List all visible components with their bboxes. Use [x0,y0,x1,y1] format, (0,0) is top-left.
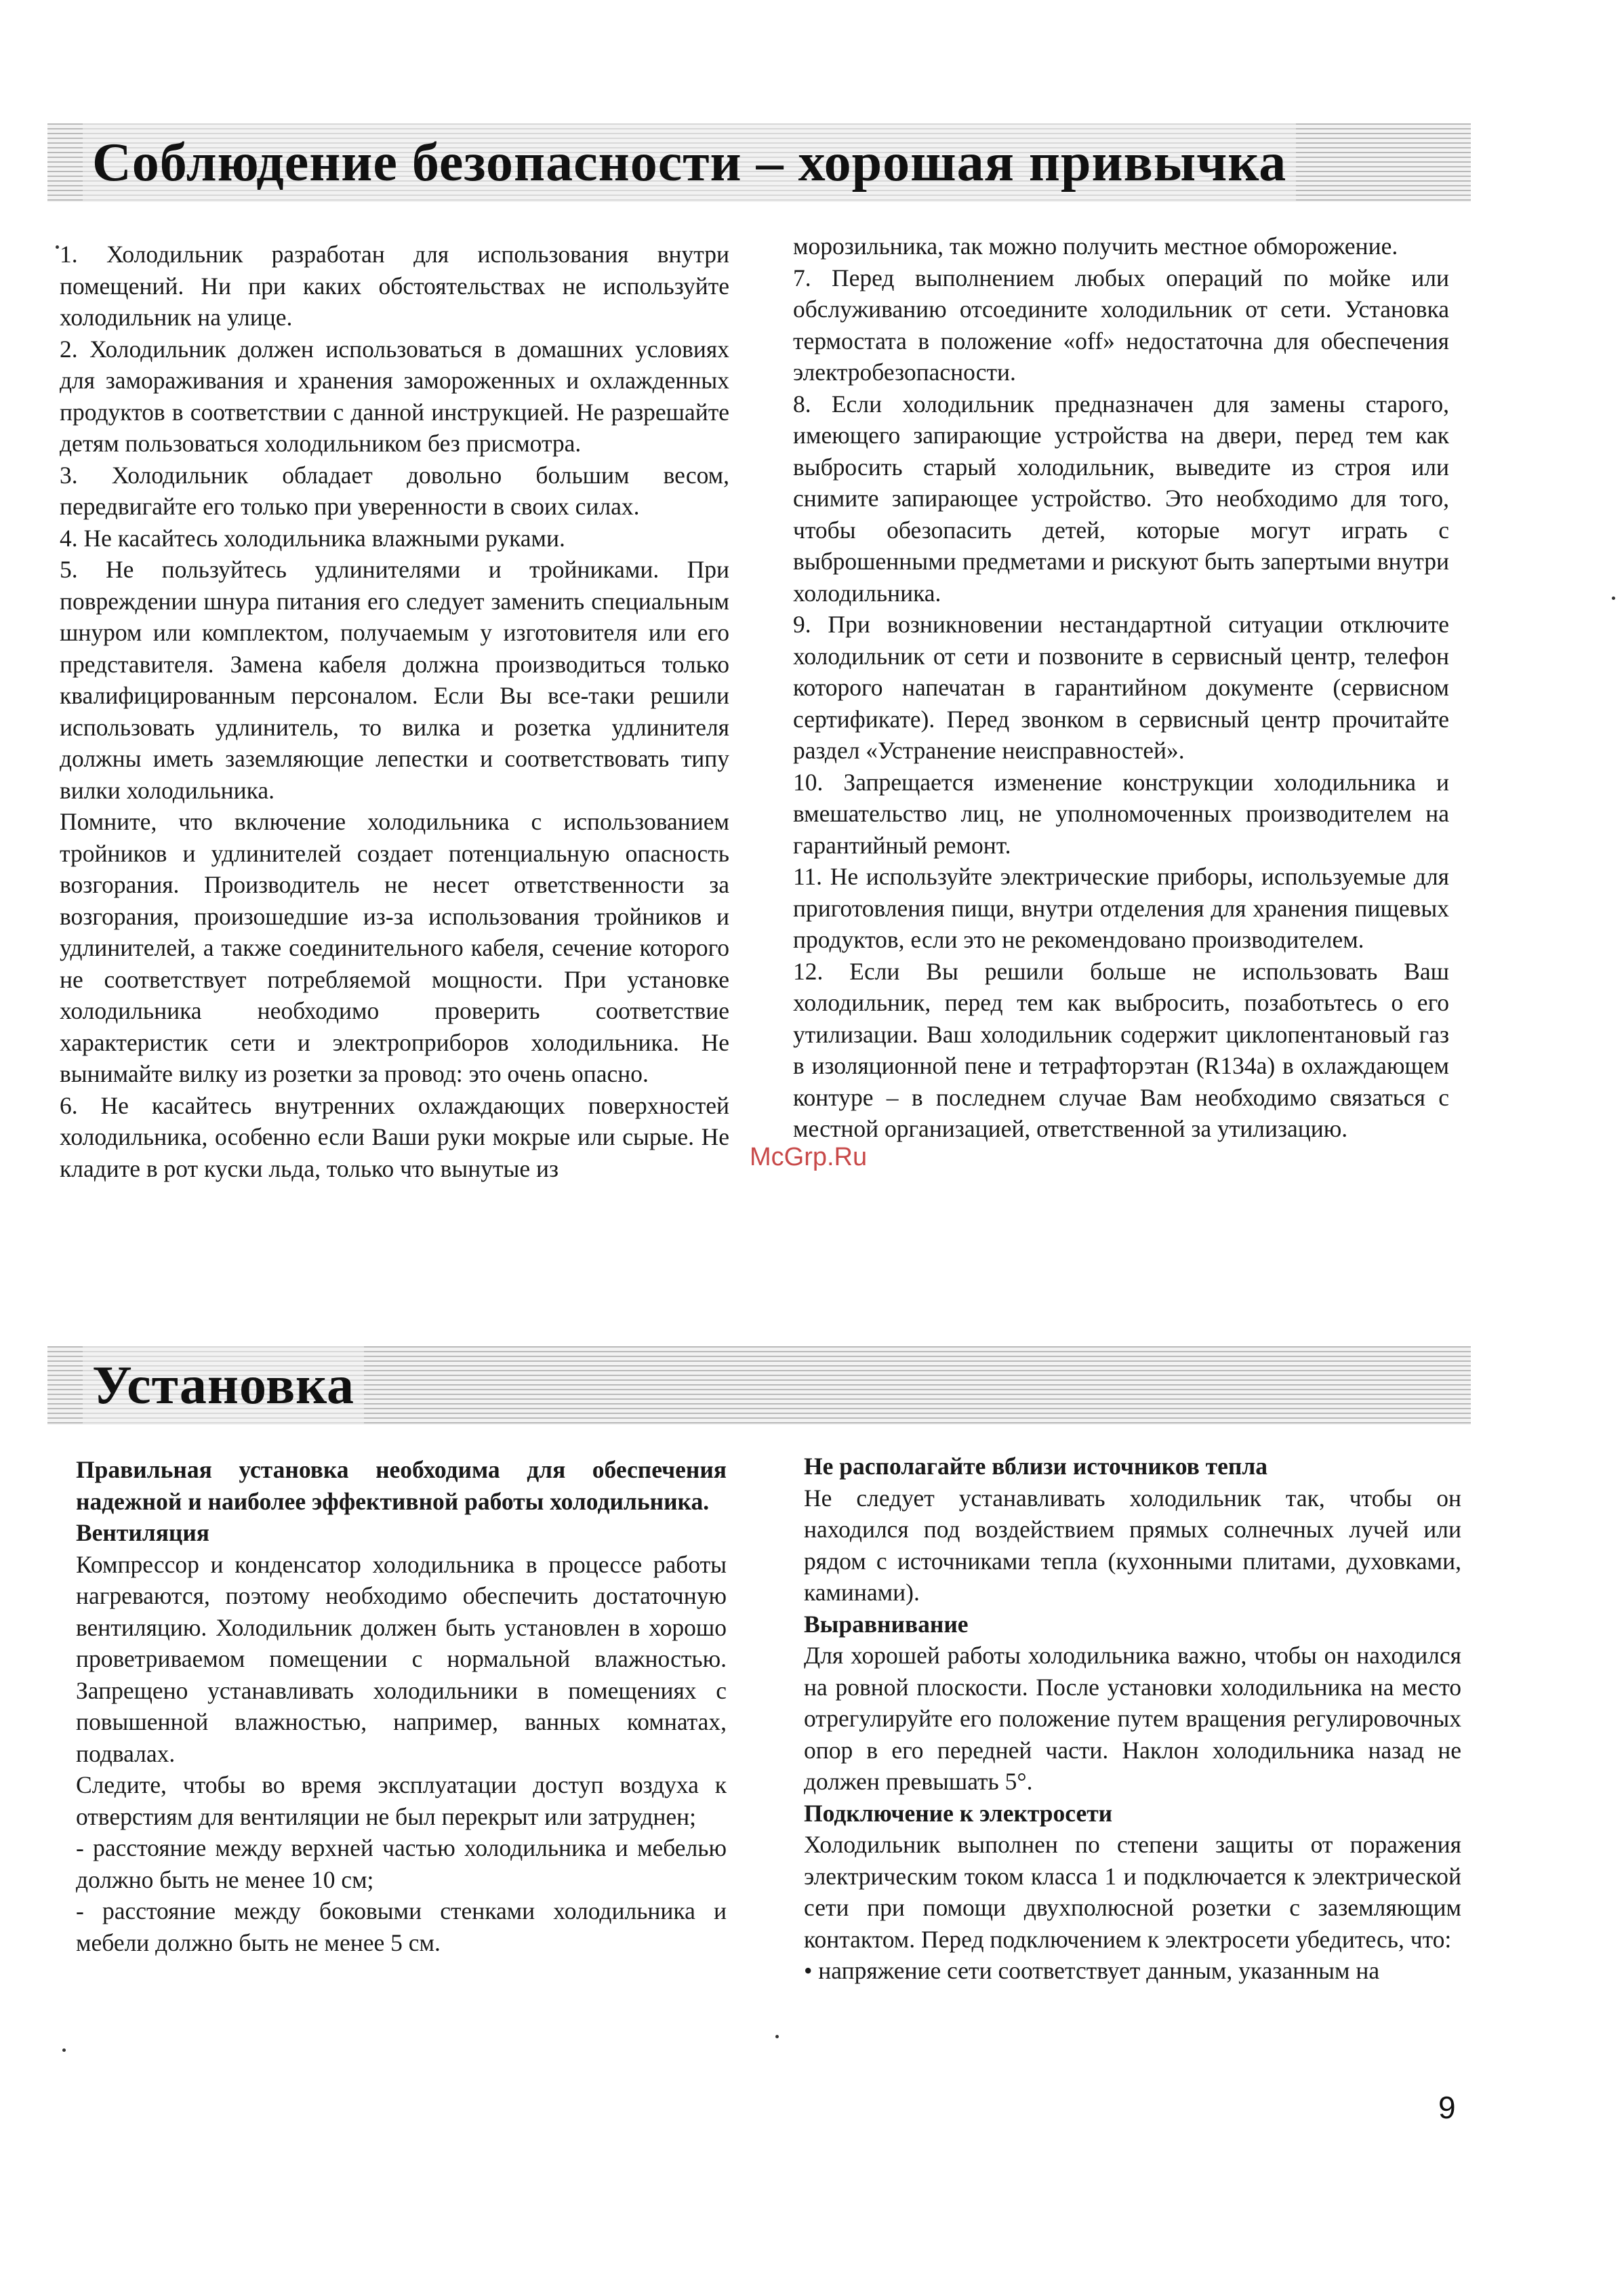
ventilation-heading: Вентиляция [76,1519,210,1546]
section-banner-safety [47,123,1471,202]
power-text: Холодильник выполнен по степени защиты от поражения электрическим током класса 1 и подключается к электрической сети при помощи двухполюсной розетки с заземляющим контактом. Перед подключением к электросети убедитесь, что: [804,1831,1461,1953]
gap-side-text: - расстояние между боковыми стенками холодильника и мебели должно быть не менее 5 см. [76,1897,727,1956]
safety-item-6: 6. Не касайтесь внутренних охлаждающих поверхностей холодильника, особенно если Ваши руки мокрые или сырые. Не кладите в рот куски льда, только что вынутые из [60,1091,729,1182]
scan-speck [775,2035,779,2038]
safety-item-1: 1. Холодильник разработан для использования внутри помещений. Ни при каких обстоятельствах не используйте холодильник на улице. [60,241,729,331]
airflow-text: Следите, чтобы во время эксплуатации доступ воздуха к отверстиям для вентиляции не был перекрыт или затруднен; [76,1771,727,1830]
safety-item-6-cont: морозильника, так можно получить местное обморожение. [793,233,1398,260]
leveling-heading: Выравнивание [804,1610,969,1638]
watermark: McGrp.Ru [750,1143,868,1171]
safety-item-9: 9. При возникновении нестандартной ситуации отключите холодильник от сети и позвоните в сервисный центр, телефон которого напечатан в гарантийном документе (сервисном сертификате). Перед звонком в сервисный центр прочитайте раздел «Устранение неисправностей». [793,611,1449,764]
safety-item-8: 8. Если холодильник предназначен для замены старого, имеющего запирающие устройства на двери, перед тем как выбросить старый холодильник, выведите из строя или снимите запирающее устройство. Это необходимо для того, чтобы обезопасить детей, которые могут играть с выброшенными предметами и рискуют быть запертыми внутри холодильника. [793,390,1449,607]
safety-item-4: 4. Не касайтесь холодильника влажными руками. [60,524,565,552]
safety-item-11: 11. Не используйте электрические приборы, используемые для приготовления пищи, внутри отделения для хранения пищевых продуктов, если это не рекомендовано производителем. [793,863,1449,953]
leveling-text: Для хорошей работы холодильника важно, чтобы он находился на ровной плоскости. После установки холодильника на место отрегулируйте его положение путем вращения регулировочных опор в его передней части. Наклон холодильника назад не должен превышать 5°. [804,1642,1461,1795]
safety-item-2: 2. Холодильник должен использоваться в домашних условиях для замораживания и хранения замороженных и охлажденных продуктов в соответствии с данной инструкцией. Не разрешайте детям пользоваться холодильником без присмотра. [60,335,729,457]
scan-speck [62,2048,66,2052]
safety-item-12: 12. Если Вы решили больше не использовать Ваш холодильник, перед тем как выбросить, позаботьтесь о его утилизации. Ваш холодильник содержит циклопентановый газ в изоляционной пене и тетрафторэтан (R134a) в охлаждающем контуре – в последнем случае Вам необходимо связаться с местной организацией, ответственной за утилизацию. [793,957,1449,1142]
page-number: 9 [1438,2090,1456,2125]
safety-item-7: 7. Перед выполнением любых операций по мойке или обслуживанию отсоедините холодильник от сети. Установка термостата в положение «off» недостаточна для обеспечения электробезопасности. [793,264,1449,386]
safety-note: Помните, что включение холодильника с использованием тройников и удлинителей создает потенциальную опасность возгорания. Производитель не несет ответственности за возгорания, произошедшие из-за использования тройников и удлинителей, а также соединительного кабеля, сечение которого не соответствует потребляемой мощности. При установке холодильника необходимо проверить соответствие характеристик сети и электроприборов холодильника. Не вынимайте вилку из розетки за провод: это очень опасно. [60,808,729,1087]
safety-item-3: 3. Холодильник обладает довольно большим весом, передвигайте его только при уверенности в своих силах. [60,461,729,520]
safety-column-left [60,239,729,1184]
installation-column-right [804,1451,1461,1987]
heat-text: Не следует устанавливать холодильник так, чтобы он находился под воздействием прямых солнечных лучей или рядом с источниками тепла (кухонными плитами, духовками, каминами). [804,1484,1461,1606]
scan-speck [1612,597,1615,600]
power-heading: Подключение к электросети [804,1799,1113,1827]
safety-item-10: 10. Запрещается изменение конструкции холодильника и вмешательство лиц, не уполномоченных производителем на гарантийный ремонт. [793,768,1449,859]
section-banner-installation [47,1346,1471,1425]
heat-heading: Не располагайте вблизи источников тепла [804,1453,1267,1480]
scan-speck [56,245,59,249]
ventilation-text: Компрессор и конденсатор холодильника в процессе работы нагреваются, поэтому необходимо обеспечить достаточную вентиляцию. Холодильник должен быть установлен в хорошо проветриваемом помещении с нормальной влажностью. Запрещено устанавливать холодильники в помещениях с повышенной влажностью, например, ванных комнатах, подвалах. [76,1550,727,1767]
gap-top-text: - расстояние между верхней частью холодильника и мебелью должно быть не менее 10 см; [76,1834,727,1893]
safety-item-5: 5. Не пользуйтесь удлинителями и тройниками. При повреждении шнура питания его следует заменить специальным шнуром или комплектом, получаемым у изготовителя или его представителя. Замена кабеля должна производиться только квалифицированным персоналом. Если Вы все-таки решили использовать удлинитель, то вилка и розетка удлинителя должны иметь заземляющие лепестки и соответствовать типу вилки холодильника. [60,556,729,804]
power-bullet: • напряжение сети соответствует данным, указанным на [804,1957,1380,1984]
section-title-installation: Установка [83,1346,364,1425]
installation-column-left [76,1454,727,1958]
section-title-safety: Соблюдение безопасности – хорошая привычка [83,123,1296,202]
safety-column-right [793,230,1449,1145]
installation-intro: Правильная установка необходима для обеспечения надежной и наиболее эффективной работы холодильника. [76,1456,727,1515]
